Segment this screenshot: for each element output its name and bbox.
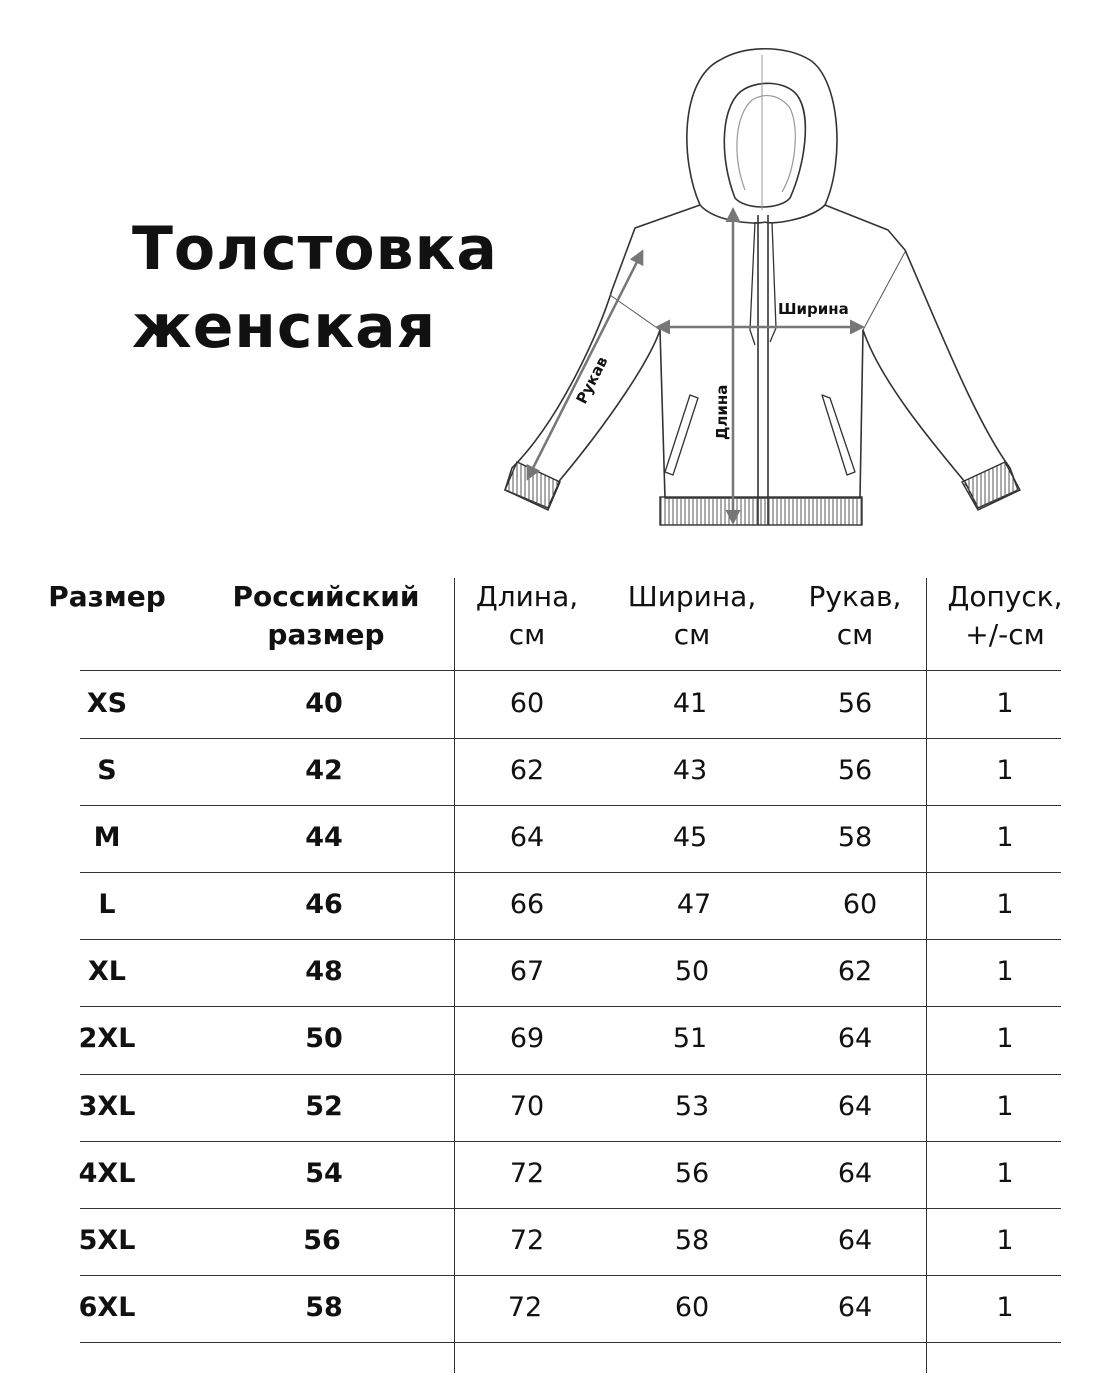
table-row [0,939,1120,1005]
cell-width: 41 [672,688,708,719]
cell-tolerance: 1 [996,1158,1014,1189]
cell-russian-size: 56 [303,1225,341,1256]
hoodie-measurement-diagram [498,40,1028,540]
table-row [0,1006,1120,1072]
cell-tolerance: 1 [996,889,1014,920]
cell-width: 58 [674,1225,710,1256]
cell-sleeve: 64 [837,1292,873,1323]
cell-width: 47 [676,889,712,920]
cell-sleeve: 62 [837,956,873,987]
cell-size: 2XL [78,1023,136,1054]
cell-size: XS [86,688,128,719]
cell-size: 5XL [78,1225,136,1256]
right-cuff-rib [962,462,1020,510]
cell-russian-size: 52 [305,1091,343,1122]
cell-russian-size: 42 [305,755,343,786]
sleeve-label: Рукав [572,353,612,407]
table-row [0,805,1120,871]
cell-length: 69 [509,1023,545,1054]
hem-rib [660,497,862,525]
cell-tolerance: 1 [996,822,1014,853]
cell-length: 72 [507,1292,543,1323]
sleeve-arrow [528,252,642,478]
cell-length: 62 [509,755,545,786]
header-width: Ширина, см [627,580,757,651]
table-row [0,1074,1120,1140]
cell-russian-size: 44 [305,822,343,853]
cell-length: 66 [509,889,545,920]
cell-sleeve: 64 [837,1158,873,1189]
cell-tolerance: 1 [996,1225,1014,1256]
cell-width: 45 [672,822,708,853]
cell-russian-size: 58 [305,1292,343,1323]
cell-size: 4XL [78,1158,136,1189]
cell-length: 72 [509,1158,545,1189]
cell-tolerance: 1 [996,1023,1014,1054]
header-sleeve: Рукав, см [808,580,902,651]
table-row [0,1141,1120,1207]
title-line-2: женская [132,292,437,362]
cell-tolerance: 1 [996,956,1014,987]
cell-size: M [93,822,121,853]
length-label: Длина [713,384,731,440]
title-line-1: Толстовка [132,214,498,284]
cell-length: 72 [509,1225,545,1256]
cell-size: 3XL [78,1091,136,1122]
cell-tolerance: 1 [996,755,1014,786]
table-row [0,671,1120,737]
cell-sleeve: 56 [837,755,873,786]
cell-tolerance: 1 [996,1091,1014,1122]
header-russian-size: Российский размер [232,580,420,651]
cell-tolerance: 1 [996,688,1014,719]
cell-sleeve: 64 [837,1023,873,1054]
left-pocket [665,395,698,475]
page-title [132,210,498,366]
table-row [0,1208,1120,1274]
cell-sleeve: 56 [837,688,873,719]
cell-length: 60 [509,688,545,719]
cell-size: 6XL [78,1292,136,1323]
cell-russian-size: 48 [305,956,343,987]
cell-size: S [97,755,117,786]
cell-sleeve: 64 [837,1225,873,1256]
header-length: Длина, см [475,580,579,651]
cell-sleeve: 58 [837,822,873,853]
cell-size: L [98,889,116,920]
cell-sleeve: 60 [842,889,878,920]
right-pocket [822,395,855,475]
table-row [0,738,1120,804]
header-tolerance: Допуск, +/-см [947,580,1063,651]
cell-width: 60 [674,1292,710,1323]
cell-width: 53 [674,1091,710,1122]
cell-sleeve: 64 [837,1091,873,1122]
row-divider [80,1342,1061,1343]
cell-tolerance: 1 [996,1292,1014,1323]
cell-width: 43 [672,755,708,786]
cell-russian-size: 50 [305,1023,343,1054]
cell-length: 67 [509,956,545,987]
table-row [0,1275,1120,1341]
header-size: Размер [48,580,166,613]
cell-russian-size: 40 [305,688,343,719]
hoodie-body [505,205,1018,508]
width-label: Ширина [778,300,849,318]
cell-size: XL [87,956,127,987]
cell-width: 51 [672,1023,708,1054]
cell-russian-size: 46 [305,889,343,920]
cell-length: 64 [509,822,545,853]
cell-width: 56 [674,1158,710,1189]
cell-width: 50 [674,956,710,987]
cell-russian-size: 54 [305,1158,343,1189]
cell-length: 70 [509,1091,545,1122]
table-row [0,872,1120,938]
